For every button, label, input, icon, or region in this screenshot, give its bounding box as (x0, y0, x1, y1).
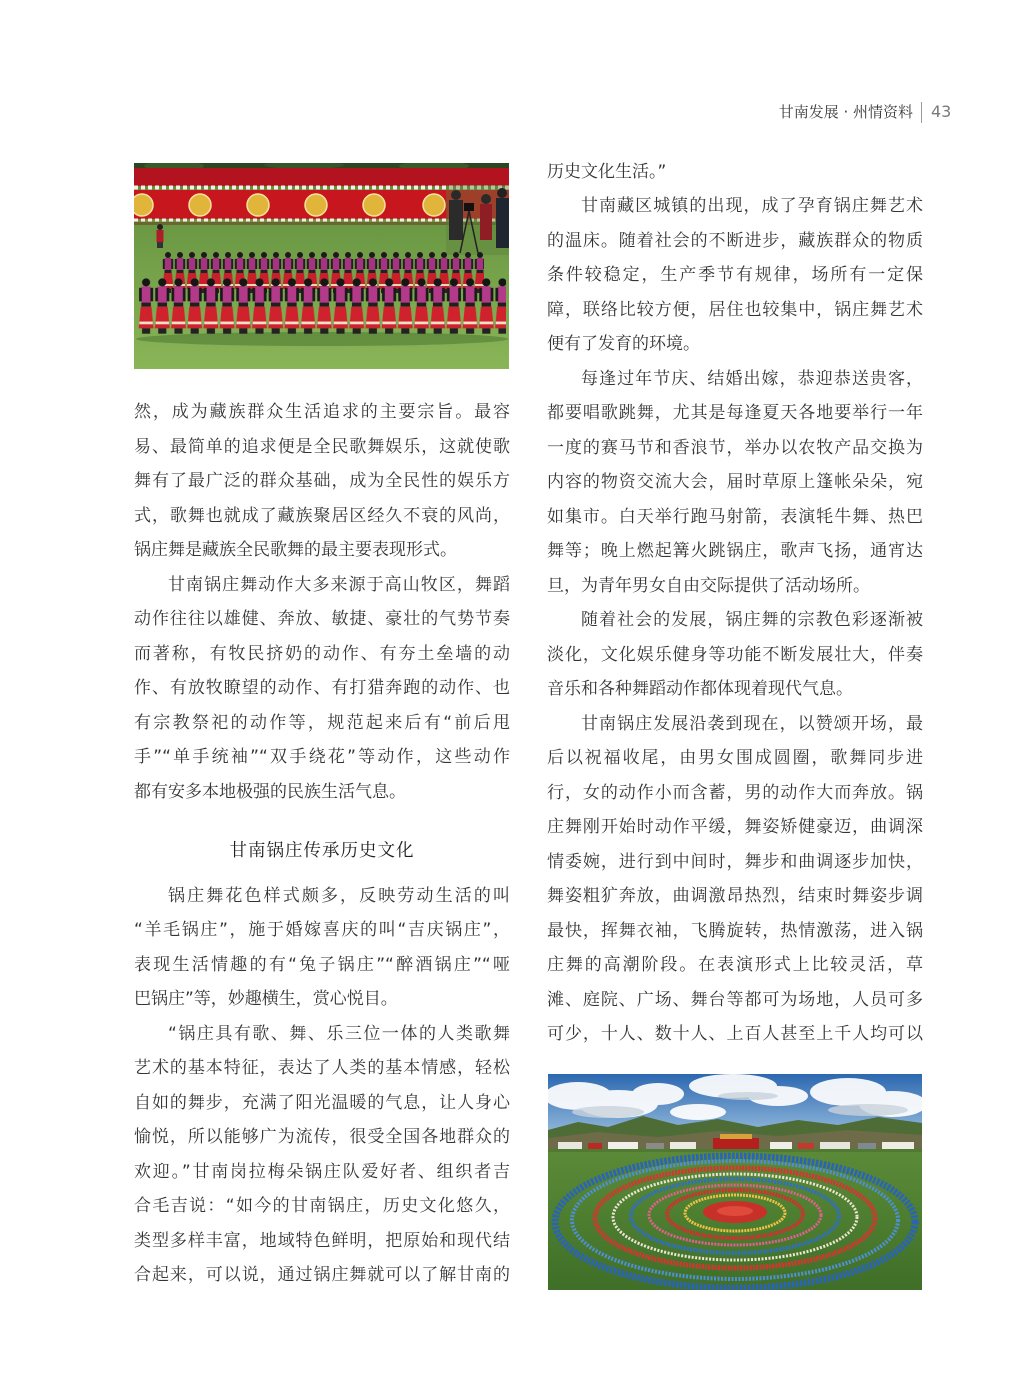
running-header-title: 甘南发展 · 州情资料 (778, 103, 913, 121)
text-line: 而著称，有牧民挤奶的动作、有夯土垒墙的动 (134, 643, 510, 664)
text-line: 最快，挥舞衣袖，飞腾旋转，热情激荡，进入锅 (547, 920, 923, 941)
paragraph (547, 362, 923, 604)
text-line: 锅庄舞是藏族全民歌舞的最主要表现形式。 (134, 540, 457, 560)
text-line: 有宗教祭祀的动作等，规范起来后有“前后甩 (134, 712, 510, 733)
text-line: 都要唱歌跳舞，尤其是每逢夏天各地要举行一年 (547, 403, 923, 424)
text-line: 行，女的动作小而含蓄，男的动作大而奔放。锅 (547, 782, 923, 803)
header-divider (921, 102, 922, 123)
paragraph (547, 155, 923, 190)
paragraph (134, 568, 510, 810)
text-line: 甘南锅庄舞动作大多来源于高山牧区，舞蹈 (168, 574, 510, 595)
text-line: 舞等；晚上燃起篝火跳锅庄，歌声飞扬，通宵达 (547, 541, 923, 562)
text-line: 便有了发育的环境。 (547, 334, 700, 355)
paragraph (134, 879, 510, 1017)
right-column (547, 155, 923, 1052)
text-line: 甘南藏区城镇的出现，成了孕育锅庄舞艺术 (581, 196, 923, 217)
text-line: 巴锅庄”等，妙趣横生，赏心悦目。 (134, 989, 398, 1010)
text-line: 历史文化生活。” (547, 161, 667, 182)
paragraph (547, 707, 923, 1052)
text-line: 随着社会的发展，锅庄舞的宗教色彩逐渐被 (581, 610, 923, 631)
text-line: 易、最简单的追求便是全民歌舞娱乐，这就使歌 (134, 436, 510, 457)
text-line: 动作往往以雄健、奔放、敏捷、豪壮的气势节奏 (134, 609, 510, 629)
text-line: 障，联络比较方便，居住也较集中，锅庄舞艺术 (547, 299, 923, 320)
text-line: 艺术的基本特征，表达了人类的基本情感，轻松 (134, 1058, 510, 1079)
text-line: 舞有了最广泛的群众基础，成为全民性的娱乐方 (134, 471, 510, 491)
text-line: 后以祝福收尾，由男女围成圆圈，歌舞同步进 (547, 748, 923, 769)
text-line: 音乐和各种舞蹈动作都体现着现代气息。 (547, 679, 853, 700)
left-column-lower (134, 879, 510, 1293)
text-line: 愉悦，所以能够广为流传，很受全国各地群众的 (134, 1127, 510, 1148)
text-line: 舞姿粗犷奔放，曲调激昂热烈，结束时舞姿步调 (547, 886, 923, 907)
text-line: 都有安多本地极强的民族生活气息。 (134, 781, 406, 802)
text-line: “羊毛锅庄”，施于婚嫁喜庆的叫“吉庆锅庄”， (134, 920, 510, 941)
text-line: 淡化，文化娱乐健身等功能不断发展壮大，伴奏 (547, 644, 923, 665)
text-line: 的温床。随着社会的不断进步，藏族群众的物质 (547, 230, 923, 251)
text-line: 合起来，可以说，通过锅庄舞就可以了解甘南的 (134, 1265, 510, 1286)
text-line: 合毛吉说：“如今的甘南锅庄，历史文化悠久， (134, 1196, 510, 1217)
paragraph (134, 395, 510, 568)
paragraph (547, 603, 923, 707)
text-line: 表现生活情趣的有“兔子锅庄”“醉酒锅庄”“哑 (134, 954, 510, 975)
text-line: 然，成为藏族群众生活追求的主要宗旨。最容 (134, 402, 510, 422)
text-line: 条件较稳定，生产季节有规律，场所有一定保 (547, 265, 923, 286)
text-line: 类型多样丰富，地域特色鲜明，把原始和现代结 (134, 1230, 510, 1251)
text-line: 自如的舞步，充满了阳光温暖的气息，让人身心 (134, 1092, 510, 1113)
text-line: 内容的物资交流大会，届时草原上篷帐朵朵，宛 (547, 472, 923, 493)
paragraph (134, 1017, 510, 1293)
text-line: 每逢过年节庆、结婚出嫁，恭迎恭送贵客， (581, 368, 923, 389)
text-line: 锅庄舞花色样式颇多，反映劳动生活的叫 (168, 885, 510, 906)
paragraph (547, 189, 923, 362)
photo-dancers-before-stage (134, 163, 509, 369)
text-line: 欢迎。”甘南岗拉梅朵锅庄队爱好者、组织者吉 (134, 1161, 510, 1182)
page-number: 43 (931, 102, 952, 121)
text-line: 如集市。白天举行跑马射箭，表演牦牛舞、热巴 (547, 506, 923, 527)
text-line: 滩、庭院、广场、舞台等都可为场地，人员可多 (547, 989, 923, 1010)
text-line: 甘南锅庄发展沿袭到现在，以赞颂开场，最 (581, 713, 923, 734)
left-column-upper (134, 395, 510, 809)
text-line: 庄舞刚开始时动作平缓，舞姿矫健豪迈，曲调深 (547, 817, 923, 838)
text-line: 作、有放牧瞭望的动作、有打猎奔跑的动作、也 (134, 678, 510, 698)
text-line: “锅庄具有歌、舞、乐三位一体的人类歌舞 (168, 1023, 510, 1044)
text-line: 式，歌舞也就成了藏族聚居区经久不衰的风尚， (134, 505, 510, 526)
text-line: 庄舞的高潮阶段。在表演形式上比较灵活，草 (547, 955, 923, 976)
text-line: 手”“单手统袖”“双手绕花”等动作，这些动作 (134, 747, 510, 767)
section-heading: 甘南锅庄传承历史文化 (229, 841, 415, 861)
photo-dance-rings-grassland (548, 1074, 922, 1290)
text-line: 情委婉，进行到中间时，舞步和曲调逐步加快， (547, 851, 923, 872)
text-line: 可少，十人、数十人、上百人甚至上千人均可以 (547, 1024, 923, 1045)
text-line: 旦，为青年男女自由交际提供了活动场所。 (547, 575, 870, 596)
text-line: 一度的赛马节和香浪节，举办以农牧产品交换为 (547, 437, 923, 458)
